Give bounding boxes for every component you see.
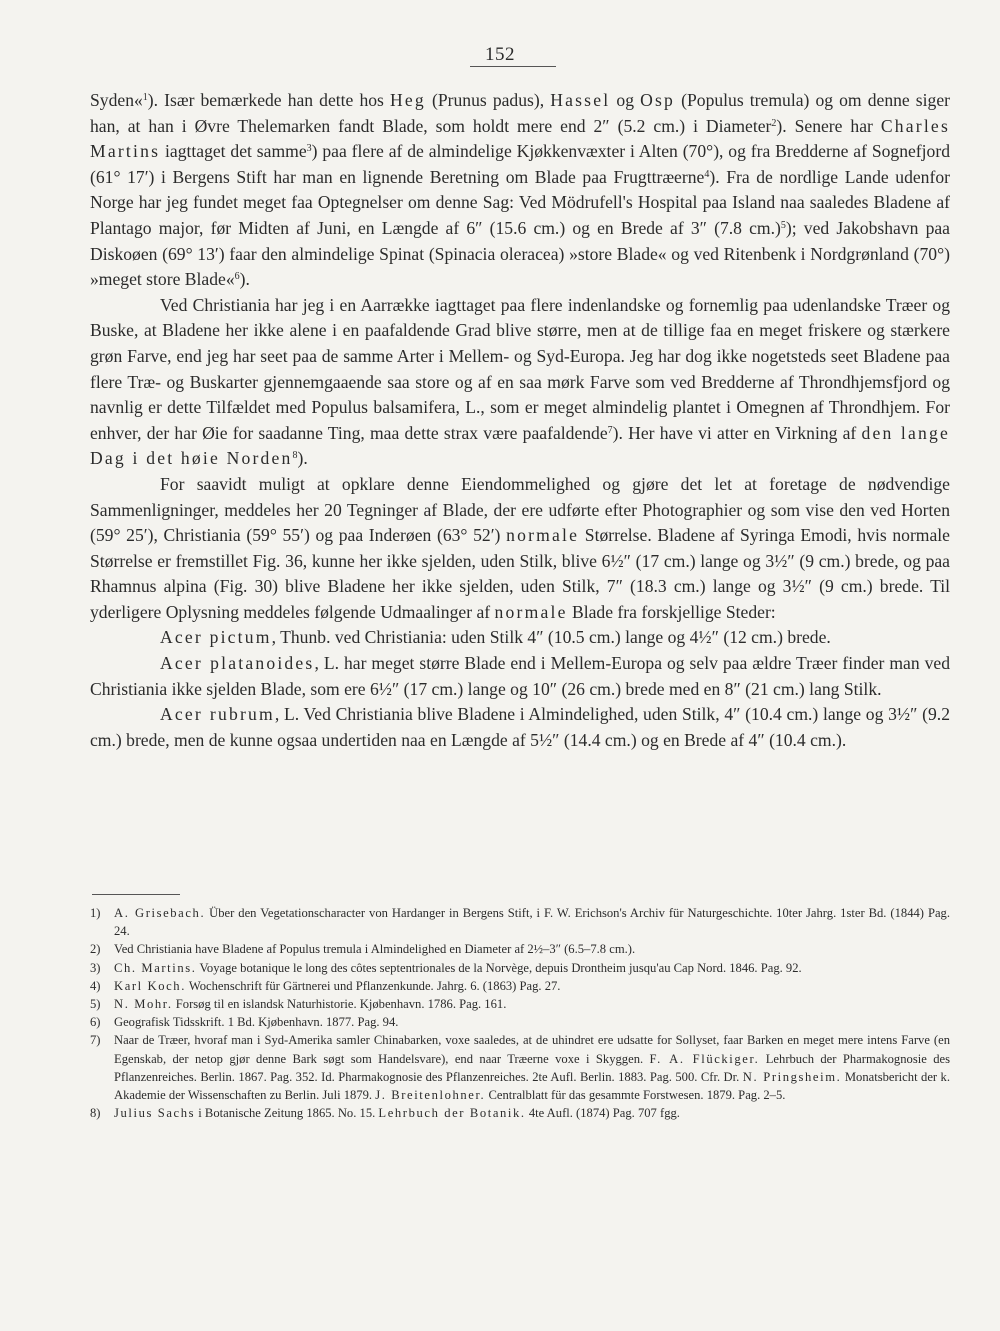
footnote bbox=[90, 1031, 950, 1104]
footnote-text bbox=[114, 959, 950, 977]
text-run: For saavidt muligt at opklare denne Eiendommelighed og gjøre det let at foretage de nødvendige Sammenligninger, meddeles her 20 Tegninger af Blade, der ere udførte efter Photographier og som vise den ved Horten (59° 25′), Christiania (59° 55′) og paa Inderøen (63° 52′) bbox=[90, 473, 950, 546]
text-run: Geografisk Tidsskrift. 1 Bd. Kjøbenhavn. 1877. Pag. 94. bbox=[114, 1015, 399, 1030]
footnote-reference: 4 bbox=[704, 168, 710, 180]
paragraph bbox=[90, 702, 950, 753]
text-run: Blade fra forskjellige Steder: bbox=[567, 601, 776, 622]
text-run: ). Her have vi atter en Virkning af bbox=[612, 422, 862, 443]
paragraph bbox=[90, 88, 950, 293]
footnote bbox=[90, 959, 950, 977]
spaced-text: Hassel bbox=[550, 90, 611, 110]
text-run: i Botanische Zeitung 1865. No. 15. bbox=[195, 1106, 379, 1121]
text-run: ). Især bemærkede han dette hos bbox=[147, 90, 390, 110]
footnote-text bbox=[114, 995, 950, 1013]
text-run: (Prunus padus), bbox=[425, 90, 551, 110]
footnote bbox=[90, 940, 950, 958]
footnote-text bbox=[114, 1031, 950, 1104]
footnote-rule bbox=[92, 894, 180, 895]
text-run: ). Fra de nordlige Lande udenfor Norge har jeg fundet meget faa Optegnelser om denne Sag: Ved Mödrufell's Hospital paa Island naa saaledes Bladene af Plantago major, før Midten af Juni, en Længde af 6″ (15.6 cm.) og en Brede af 3″ (7.8 cm.) bbox=[90, 166, 950, 238]
spaced-text: N. Pringsheim. bbox=[742, 1069, 842, 1084]
footnote bbox=[90, 977, 950, 995]
footnote-text bbox=[114, 940, 950, 958]
spaced-text: Osp bbox=[640, 90, 676, 110]
text-run: Syden« bbox=[90, 90, 143, 110]
footnote-text bbox=[114, 1104, 950, 1122]
spaced-text: Heg bbox=[389, 90, 426, 110]
text-run: Størrelse. Bladene af Syringa Emodi, hvis normale Størrelse er fremstillet Fig. 36, kunne her ikke sjelden, uden Stilk, blive 6½″ (17 cm.) lange og 3½″ (9 cm.) brede, og paa Rhamnus alpina (Fig. 30) blive Bladene her ikke sjelden, uden Stilk, 7″ (18.3 cm.) lange og 3½″ (9 cm.) brede. Til yderligere Oplysning meddeles følgende Udmaalinger af bbox=[90, 525, 950, 622]
spaced-text: F. A. Flückiger. bbox=[649, 1051, 760, 1066]
spaced-text: Julius Sachs bbox=[114, 1106, 196, 1121]
text-run: Über den Vegetationscharacter von Hardanger in Bergens Stift, i F. W. Erichson's Archiv für Naturgeschichte. 10ter Jahrg. 1ster Bd. (1844) Pag. 24. bbox=[114, 906, 950, 939]
page-number-rule bbox=[470, 66, 556, 67]
text-run: iagttaget det samme bbox=[160, 141, 307, 162]
text-run: , Thunb. ved Christiania: uden Stilk 4″ (10.5 cm.) lange og 4½″ (12 cm.) brede. bbox=[271, 627, 831, 648]
text-run: og bbox=[610, 90, 641, 110]
footnote-reference: 1 bbox=[142, 92, 148, 103]
footnotes bbox=[90, 904, 950, 1122]
footnote-reference: 6 bbox=[234, 271, 240, 283]
spaced-text: den lange Dag i det høie Norden bbox=[90, 422, 951, 469]
text-run: ) paa flere af de almindelige Kjøkkenvæxter i Alten (70°), og fra Bredderne af Sognefjord (61° 17′) i Bergens Stift har man en lignende Beretning om Blade paa Frugttræerne bbox=[90, 141, 950, 187]
text-run: Wochenschrift für Gärtnerei und Pflanzenkunde. Jahrg. 6. (1863) Pag. 27. bbox=[185, 978, 561, 993]
spaced-text: Acer platanoides bbox=[160, 653, 315, 674]
spaced-text: Acer rubrum bbox=[160, 704, 275, 725]
footnote-reference: 2 bbox=[771, 117, 777, 129]
text-run: Ved Christiania have Bladene af Populus tremula i Almindelighed en Diameter af 2½–3″ (6.5–7.8 cm.). bbox=[114, 942, 636, 957]
footnote-mark: 1) bbox=[90, 906, 101, 920]
paragraph bbox=[90, 625, 950, 651]
spaced-text: N. Mohr. bbox=[114, 997, 173, 1012]
text-run: Lehrbuch der Pharmakognosie des Pflanzenreiches. Berlin. 1867. Pag. 352. Id. Pharmakognosie des Pflanzenreiches. 2te Aufl. Berlin. 1883. Pag. 500. Cfr. Dr. bbox=[114, 1051, 950, 1084]
text-run: Naar de Træer, hvoraf man i Syd-Amerika samler Chinabarken, voxe saaledes, at de uhindret ere udsatte for Sollyset, faar Barken en meget mere intens Farve (en Egenskab, der netop gjør denne Bark søgt som Handelsvare), end naar Træerne voxe i Skyggen. bbox=[114, 1033, 950, 1066]
text-run: Ved Christiania har jeg i en Aarrække iagttaget paa flere indenlandske og fornemlig paa udenlandske Træer og Buske, at Bladene her ikke alene i en paafaldende Grad blive større, men at de tillige faa en meget friskere og stærkere grøn Farve, end jeg har seet paa de samme Arter i Mellem- og Syd-Europa. Jeg har dog ikke nogetsteds seet Bladene paa flere Træ- og Buskarter gjennemgaaende saa store og af en saa mørk Farve som ved Bredderne af Throndhjemsfjord og navnlig er dette Tilfældet med Populus balsamifera, L., som er meget almindelig plantet i Omegnen af Throndhjem. For enhver, der har Øie for saadanne Ting, maa dette strax være paafaldende bbox=[90, 294, 950, 443]
text-run: ); ved Jakobshavn paa Diskoøen (69° 13′) faar den almindelige Spinat (Spinacia oleracea) »store Blade« og ved Ritenbenk i Nordgrønland (70°) »meget store Blade« bbox=[90, 217, 950, 290]
paragraph bbox=[90, 651, 950, 702]
footnote-text bbox=[114, 904, 950, 940]
text-run: (Populus tremula) og om denne siger han, at han i Øvre Thelemarken fandt Blade, som holdt mere end 2″ (5.2 cm.) i Diameter bbox=[90, 90, 951, 136]
text-run: 4te Aufl. (1874) Pag. 707 fgg. bbox=[525, 1106, 680, 1121]
footnote bbox=[90, 1104, 950, 1122]
text-run: ). bbox=[239, 269, 250, 290]
spaced-text: Acer pictum bbox=[160, 627, 272, 648]
spaced-text: Karl Koch. bbox=[114, 978, 186, 993]
text-run: ). Senere har bbox=[776, 115, 881, 136]
footnote-text bbox=[114, 1013, 950, 1031]
footnote-mark: 7) bbox=[90, 1033, 101, 1048]
spaced-text: A. Grisebach. bbox=[114, 906, 206, 920]
spaced-text: normale bbox=[506, 525, 580, 546]
footnote-reference: 3 bbox=[306, 143, 312, 155]
text-run: Centralblatt für das gesammte Forstwesen. 1879. Pag. 2–5. bbox=[485, 1088, 786, 1103]
text-run: , L. Ved Christiania blive Bladene i Almindelighed, uden Stilk, 4″ (10.4 cm.) lange og 3½″ (9.2 cm.) brede, men de kunne ogsaa undertiden naa en Længde af 5½″ (14.4 cm.) og en Brede af 4″ (10.4 cm.). bbox=[90, 704, 950, 750]
body-text bbox=[90, 88, 950, 753]
footnote-mark: 8) bbox=[90, 1106, 101, 1121]
footnote-reference: 8 bbox=[292, 450, 298, 462]
paragraph bbox=[90, 293, 950, 472]
footnote-mark: 2) bbox=[90, 942, 101, 957]
footnote-mark: 4) bbox=[90, 978, 101, 993]
spaced-text: Charles Martins bbox=[90, 115, 950, 162]
footnote-mark: 3) bbox=[90, 960, 101, 975]
paragraph bbox=[90, 472, 950, 626]
spaced-text: J. Breitenlohner. bbox=[375, 1088, 486, 1103]
footnote bbox=[90, 904, 950, 940]
footnote-reference: 7 bbox=[607, 424, 613, 436]
text-run: , L. har meget større Blade end i Mellem-Europa og selv paa ældre Træer finder man ved Christiania ikke sjelden Blade, som ere 6½″ (17 cm.) lange og 10″ (26 cm.) brede med en 8″ (21 cm.) lang Stilk. bbox=[90, 653, 951, 699]
footnote-text bbox=[114, 977, 950, 995]
text-run: Monatsbericht der k. Akademie der Wissenschaften zu Berlin. Juli 1879. bbox=[114, 1069, 950, 1103]
spaced-text: Ch. Martins. bbox=[114, 960, 197, 975]
spaced-text: Lehrbuch der Botanik. bbox=[378, 1106, 526, 1121]
text-run: ). bbox=[297, 448, 308, 469]
spaced-text: normale bbox=[494, 601, 568, 622]
footnote bbox=[90, 1013, 950, 1031]
text-run: Forsøg til en islandsk Naturhistorie. Kjøbenhavn. 1786. Pag. 161. bbox=[172, 997, 507, 1012]
footnote-mark: 5) bbox=[90, 997, 101, 1012]
footnote-mark: 6) bbox=[90, 1015, 101, 1030]
footnote-reference: 5 bbox=[780, 219, 786, 231]
text-run: Voyage botanique le long des côtes septentrionales de la Norvège, depuis Drontheim jusqu'au Cap Nord. 1846. Pag. 92. bbox=[196, 960, 802, 975]
page-number: 152 bbox=[485, 44, 515, 65]
footnote bbox=[90, 995, 950, 1013]
